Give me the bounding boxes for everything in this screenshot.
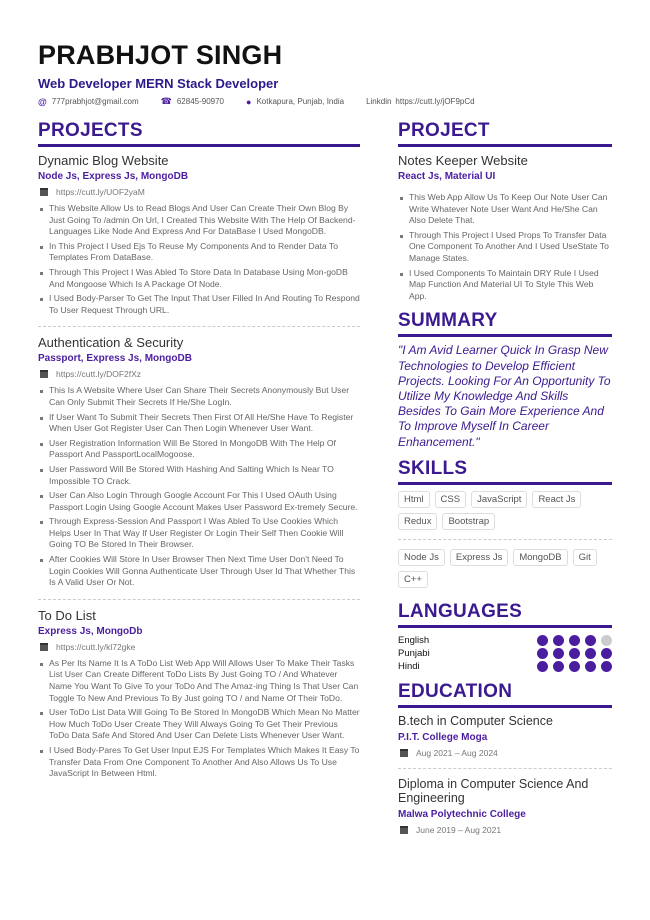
proficiency-dot: [601, 635, 612, 646]
bullet-item: I Used Components To Maintain DRY Rule I Used Map Function And Material UI To Style This Web App.: [398, 268, 612, 303]
at-icon: @: [38, 96, 47, 107]
project-link-text: https://cutt.ly/UOF2yaM: [56, 187, 145, 197]
skill-tag: Redux: [398, 513, 437, 530]
bullet-item: As Per Its Name It Is A ToDo List Web App Will Allows User To Make Their Tasks List User Can Create Different ToDo Lists By Just Going TO / And Whatever Name You Want To Give To your ToDo And The Amaz-ing Thing Is That User Can Toggle To New And Previous To By Just going TO / and Name Of Their ToDo.: [38, 658, 360, 704]
skills-group-backend: [398, 549, 612, 593]
proficiency-dot: [553, 661, 564, 672]
proficiency-dot: [569, 648, 580, 659]
contact-email[interactable]: @ 777prabhjot@gmail.com: [38, 96, 139, 107]
project-entry: [38, 608, 360, 780]
project-link[interactable]: [38, 642, 360, 652]
divider: [398, 768, 612, 769]
education-entry: [398, 714, 612, 758]
bullet-item: This Web App Allow Us To Keep Our Note User Can Write Whatever Note User Want And He/She Can Also Delete That.: [398, 192, 612, 227]
phone-icon: ☎: [160, 96, 172, 106]
project-title: To Do List: [38, 607, 96, 623]
language-name: English: [398, 634, 430, 646]
proficiency-dots: [532, 661, 612, 672]
project-entry: [38, 153, 360, 316]
candidate-name: PRABHJOT SINGH: [38, 40, 283, 70]
project-link[interactable]: [38, 369, 360, 379]
bullet-item: After Cookies Will Store In User Browser Then Next Time User Don't Need To Login Cookies Will Gonna Authenticate User Through User Id That Whether This Is A Valid User Or Not.: [38, 554, 360, 589]
skill-tag: React Js: [532, 491, 581, 508]
education-school: Malwa Polytechnic College: [398, 808, 526, 820]
bullet-item: User Can Also Login Through Google Account For This I Used OAuth Using Passport Login Using Google Account Makes User Password Ex-tremely Secure.: [38, 490, 360, 513]
location-icon: ●: [246, 96, 252, 107]
summary-text: "I Am Avid Learner Quick In Grasp New Technologies to Develop Efficient Projects. Looking For An Opportunity To Utilize My Knowledge And Skills Besides To Gain More Experience And To Improve Myself In Career Enhancement.": [398, 343, 611, 449]
skill-tag: C++: [398, 571, 428, 588]
bullet-item: Through This Project I Was Abled To Store Data In Database Using Mon-goDB And Mongoose Which Is A Package Of Node.: [38, 267, 360, 290]
language-row: [398, 660, 612, 673]
proficiency-dot: [569, 635, 580, 646]
proficiency-dot: [585, 648, 596, 659]
project-title: Notes Keeper Website: [398, 153, 528, 168]
skill-tag: Bootstrap: [442, 513, 495, 530]
bullet-item: User Password Will Be Stored With Hashing And Salting Which Is Near TO Impossible TO Crack.: [38, 464, 360, 487]
contact-linkedin[interactable]: Linkdin https://cutt.ly/jOF9pCd: [366, 97, 475, 106]
bullet-item: If User Want To Submit Their Secrets Then First Of All He/She Have To Register When User Got Register User Can Then Login Whenever User Want.: [38, 412, 360, 435]
languages-list: [398, 634, 612, 673]
education-degree: B.tech in Computer Science: [398, 713, 553, 728]
proficiency-dots: [532, 648, 612, 659]
bullet-item: User Registration Information Will Be Stored In MongoDB With The Help Of Passport And PassportLocalMogoose.: [38, 438, 360, 461]
contact-location: ● Kotkapura, Punjab, India: [246, 96, 345, 107]
education-dates-text: Aug 2021 – Aug 2024: [416, 747, 498, 758]
proficiency-dot: [601, 661, 612, 672]
proficiency-dot: [601, 648, 612, 659]
candidate-role: Web Developer MERN Stack Developer: [38, 76, 279, 91]
project-link[interactable]: [38, 187, 360, 197]
section-heading-summary: SUMMARY: [398, 310, 612, 337]
calendar-icon: [40, 188, 48, 196]
section-heading-skills: SKILLS: [398, 458, 612, 485]
proficiency-dot: [537, 648, 548, 659]
right-column: [398, 120, 612, 835]
calendar-icon: [400, 749, 408, 757]
section-heading-languages: LANGUAGES: [398, 601, 612, 628]
skill-tag: Git: [573, 549, 597, 566]
project-link-text: https://cutt.ly/DOF2fXz: [56, 369, 142, 380]
education-entry: [398, 777, 612, 835]
bullet-item: This Website Allow Us to Read Blogs And User Can Create Their Own Blog By Just Going To /admin On Url, I Created This Website With The Help Of Backend- Languages Like Node And Express And For DataBase I Used MongoDB.: [38, 203, 360, 238]
projects-list: [38, 153, 360, 780]
language-row: [398, 647, 612, 660]
bullet-item: Through This Project I Used Props To Transfer Data One Component To Another And I Used UseState To Manage States.: [398, 230, 612, 265]
project-title: Dynamic Blog Website: [38, 153, 169, 168]
project-tech: Express Js, MongoDb: [38, 625, 143, 637]
bullet-item: This Is A Website Where User Can Share Their Secrets Anonymously But User Can Only Submit Their Secrets If He/She LogIn.: [38, 385, 360, 408]
section-heading-education: EDUCATION: [398, 681, 612, 708]
proficiency-dot: [537, 635, 548, 646]
language-name: Punjabi: [398, 647, 430, 659]
bullet-item: I Used Body-Parser To Get The Input That User Filled In And Routing To Respond To User Request Through URL.: [38, 293, 360, 316]
skill-tag: Html: [398, 491, 430, 508]
proficiency-dot: [585, 661, 596, 672]
project-entry: [38, 335, 360, 589]
education-dates-text: June 2019 – Aug 2021: [416, 824, 502, 835]
proficiency-dot: [553, 648, 564, 659]
calendar-icon: [40, 370, 48, 378]
proficiency-dot: [553, 635, 564, 646]
left-column: [38, 120, 360, 783]
project-tech: React Js, Material UI: [398, 171, 496, 182]
bullet-item: Through Express-Session And Passport I Was Abled To Use Cookies Which Helps User In That Way If User Register Or Login Their Self Then Cookie Will Going TO Be Stored In Their Browser.: [38, 516, 360, 551]
skills-group-frontend: [398, 491, 612, 535]
bullet-item: I Used Body-Pares To Get User Input EJS For Templates Which Makes It Easy To Transfer Data From One Component To Another And Also Allows Us To Use JavaScript In Between Html.: [38, 745, 360, 780]
project-link-text: https://cutt.ly/kl72gke: [56, 641, 136, 652]
section-heading-projects: PROJECTS: [38, 120, 360, 147]
project-bullets: [398, 192, 612, 302]
project-tech: Node Js, Express Js, MongoDB: [38, 171, 189, 182]
bullet-item: User ToDo List Data Will Going To Be Stored In MongoDB Which Mean No Matter How Much ToDo User Create They Will Always Going To Get Their Previous ToDo Data Safe And Stored And User Can Delete Lists Whenever User Want.: [38, 707, 360, 742]
divider: [38, 326, 360, 327]
education-school: P.I.T. College Moga: [398, 731, 488, 743]
divider: [38, 599, 360, 600]
proficiency-dots: [532, 635, 612, 646]
project-bullets: [38, 385, 360, 589]
proficiency-dot: [569, 661, 580, 672]
divider: [398, 539, 612, 540]
skill-tag: Node Js: [398, 549, 445, 566]
project-tech: Passport, Express Js, MongoDB: [38, 353, 192, 365]
language-row: [398, 634, 612, 647]
project-title: Authentication & Security: [38, 335, 184, 351]
language-name: Hindi: [398, 660, 420, 672]
education-dates: [398, 825, 612, 835]
contact-bar: [38, 96, 497, 107]
skill-tag: Express Js: [450, 549, 508, 566]
education-degree: Diploma in Computer Science And Engineering: [398, 776, 589, 805]
education-list: [398, 714, 612, 835]
project-bullets: [38, 658, 360, 780]
proficiency-dot: [537, 661, 548, 672]
skill-tag: CSS: [435, 491, 467, 508]
project-bullets: [38, 203, 360, 316]
proficiency-dot: [585, 635, 596, 646]
section-heading-project: PROJECT: [398, 120, 612, 147]
education-dates: [398, 748, 612, 758]
skill-tag: JavaScript: [471, 491, 527, 508]
calendar-icon: [400, 826, 408, 834]
calendar-icon: [40, 643, 48, 651]
skill-tag: MongoDB: [513, 549, 567, 566]
bullet-item: In This Project I Used Ejs To Reuse My Components And to Render Data To Templates From DataBase.: [38, 241, 360, 264]
contact-phone[interactable]: ☎ 62845-90970: [160, 96, 224, 106]
